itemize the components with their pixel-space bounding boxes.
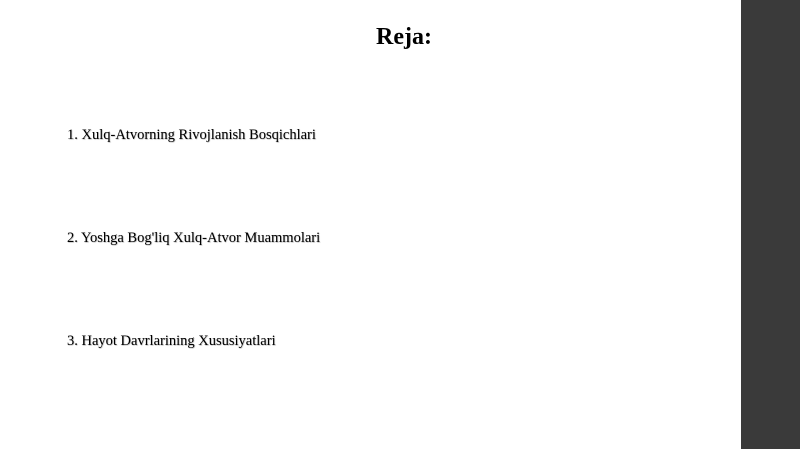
side-panel [741,0,800,449]
plan-item-2: 2. Yoshga Bog'liq Xulq-Atvor Muammolari [67,230,321,246]
plan-item-3: 3. Hayot Davrlarining Xususiyatlari [67,333,276,349]
slide-title: Reja: [376,24,432,50]
plan-item-1: 1. Xulq-Atvorning Rivojlanish Bosqichlari [67,127,316,143]
